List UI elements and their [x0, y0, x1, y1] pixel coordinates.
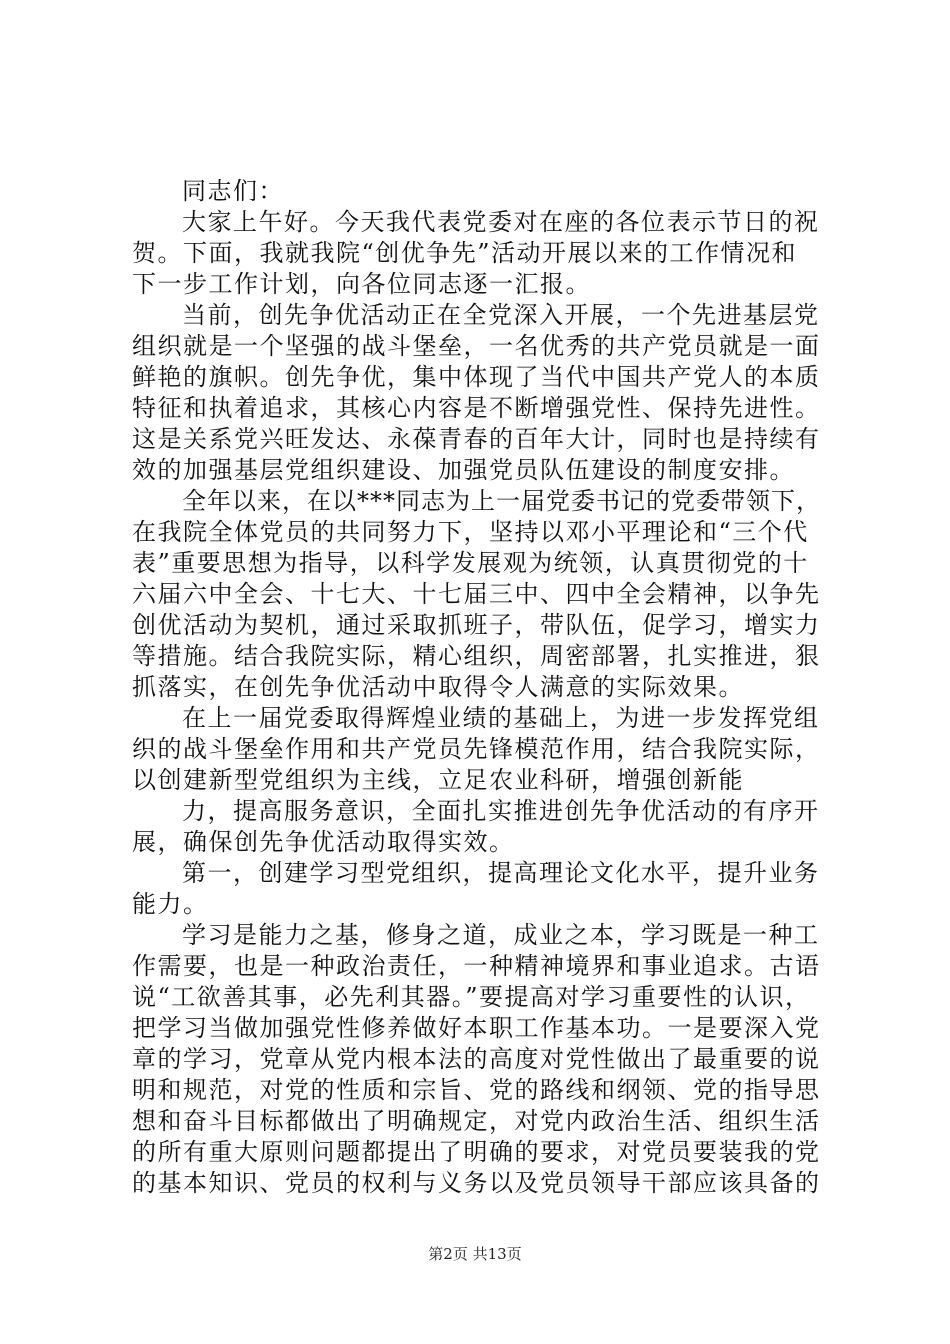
text-line: 的所有重大原则问题都提出了明确的要求，对党员要装我的党 [132, 1138, 821, 1166]
text-line: 等措施。结合我院实际，精心组织，周密部署，扎实推进，狠 [132, 642, 821, 670]
page-footer: 第2页 共13页 [428, 1245, 522, 1263]
text-line: 当前，创先争优活动正在全党深入开展，一个先进基层党 [182, 301, 820, 329]
text-line: 想和奋斗目标都做出了明确规定，对党内政治生活、组织生活 [132, 1107, 821, 1135]
text-line: 表”重要思想为指导，以科学发展观为统领，认真贯彻党的十 [132, 549, 809, 577]
text-line: 大家上午好。今天我代表党委对在座的各位表示节日的祝 [182, 208, 820, 236]
text-line: 这是关系党兴旺发达、永葆青春的百年大计，同时也是持续有 [132, 425, 821, 453]
text-line: 全年以来，在以***同志为上一届党委书记的党委带领下， [182, 487, 821, 515]
text-line: 作需要，也是一种政治责任，一种精神境界和事业追求。古语 [132, 952, 821, 980]
text-line: 效的加强基层党组织建设、加强党员队伍建设的制度安排。 [132, 456, 795, 484]
text-line: 六届六中全会、十七大、十七届三中、四中全会精神，以争先 [132, 580, 821, 608]
text-line: 同志们： [182, 177, 284, 205]
text-line: 明和规范，对党的性质和宗旨、党的路线和纲领、党的指导思 [132, 1076, 821, 1104]
text-line: 贺。下面，我就我院“创优争先”活动开展以来的工作情况和 [132, 239, 798, 267]
text-line: 展，确保创先争优活动取得实效。 [132, 828, 515, 856]
text-line: 在上一届党委取得辉煌业绩的基础上，为进一步发挥党组 [182, 704, 820, 732]
text-line: 说“工欲善其事，必先利其器。”要提高对学习重要性的认识， [132, 983, 811, 1011]
text-line: 鲜艳的旗帜。创先争优，集中体现了当代中国共产党人的本质 [132, 363, 821, 391]
text-line: 特征和执着追求，其核心内容是不断增强党性、保持先进性。 [132, 394, 821, 422]
text-line: 抓落实，在创先争优活动中取得令人满意的实际效果。 [132, 673, 744, 701]
text-line: 的基本知识、党员的权利与义务以及党员领导干部应该具备的 [132, 1169, 821, 1197]
text-line: 织的战斗堡垒作用和共产党员先锋模范作用，结合我院实际， [132, 735, 821, 763]
text-line: 力，提高服务意识，全面扎实推进创先争优活动的有序开 [182, 797, 820, 825]
text-line: 创优活动为契机，通过采取抓班子，带队伍，促学习，增实力 [132, 611, 821, 639]
text-line: 组织就是一个坚强的战斗堡垒，一名优秀的共产党员就是一面 [132, 332, 821, 360]
text-line: 学习是能力之基，修身之道，成业之本，学习既是一种工 [182, 921, 820, 949]
text-line: 把学习当做加强党性修养做好本职工作基本功。一是要深入党 [132, 1014, 821, 1042]
text-line: 下一步工作计划，向各位同志逐一汇报。 [132, 270, 591, 298]
text-line: 第一，创建学习型党组织，提高理论文化水平，提升业务 [182, 859, 820, 887]
text-line: 能力。 [132, 890, 209, 918]
text-line: 在我院全体党员的共同努力下，坚持以邓小平理论和“三个代 [132, 518, 809, 546]
document-body [132, 176, 832, 1199]
text-line: 章的学习，党章从党内根本法的高度对党性做出了最重要的说 [132, 1045, 821, 1073]
text-line: 以创建新型党组织为主线，立足农业科研，增强创新能 [132, 766, 744, 794]
